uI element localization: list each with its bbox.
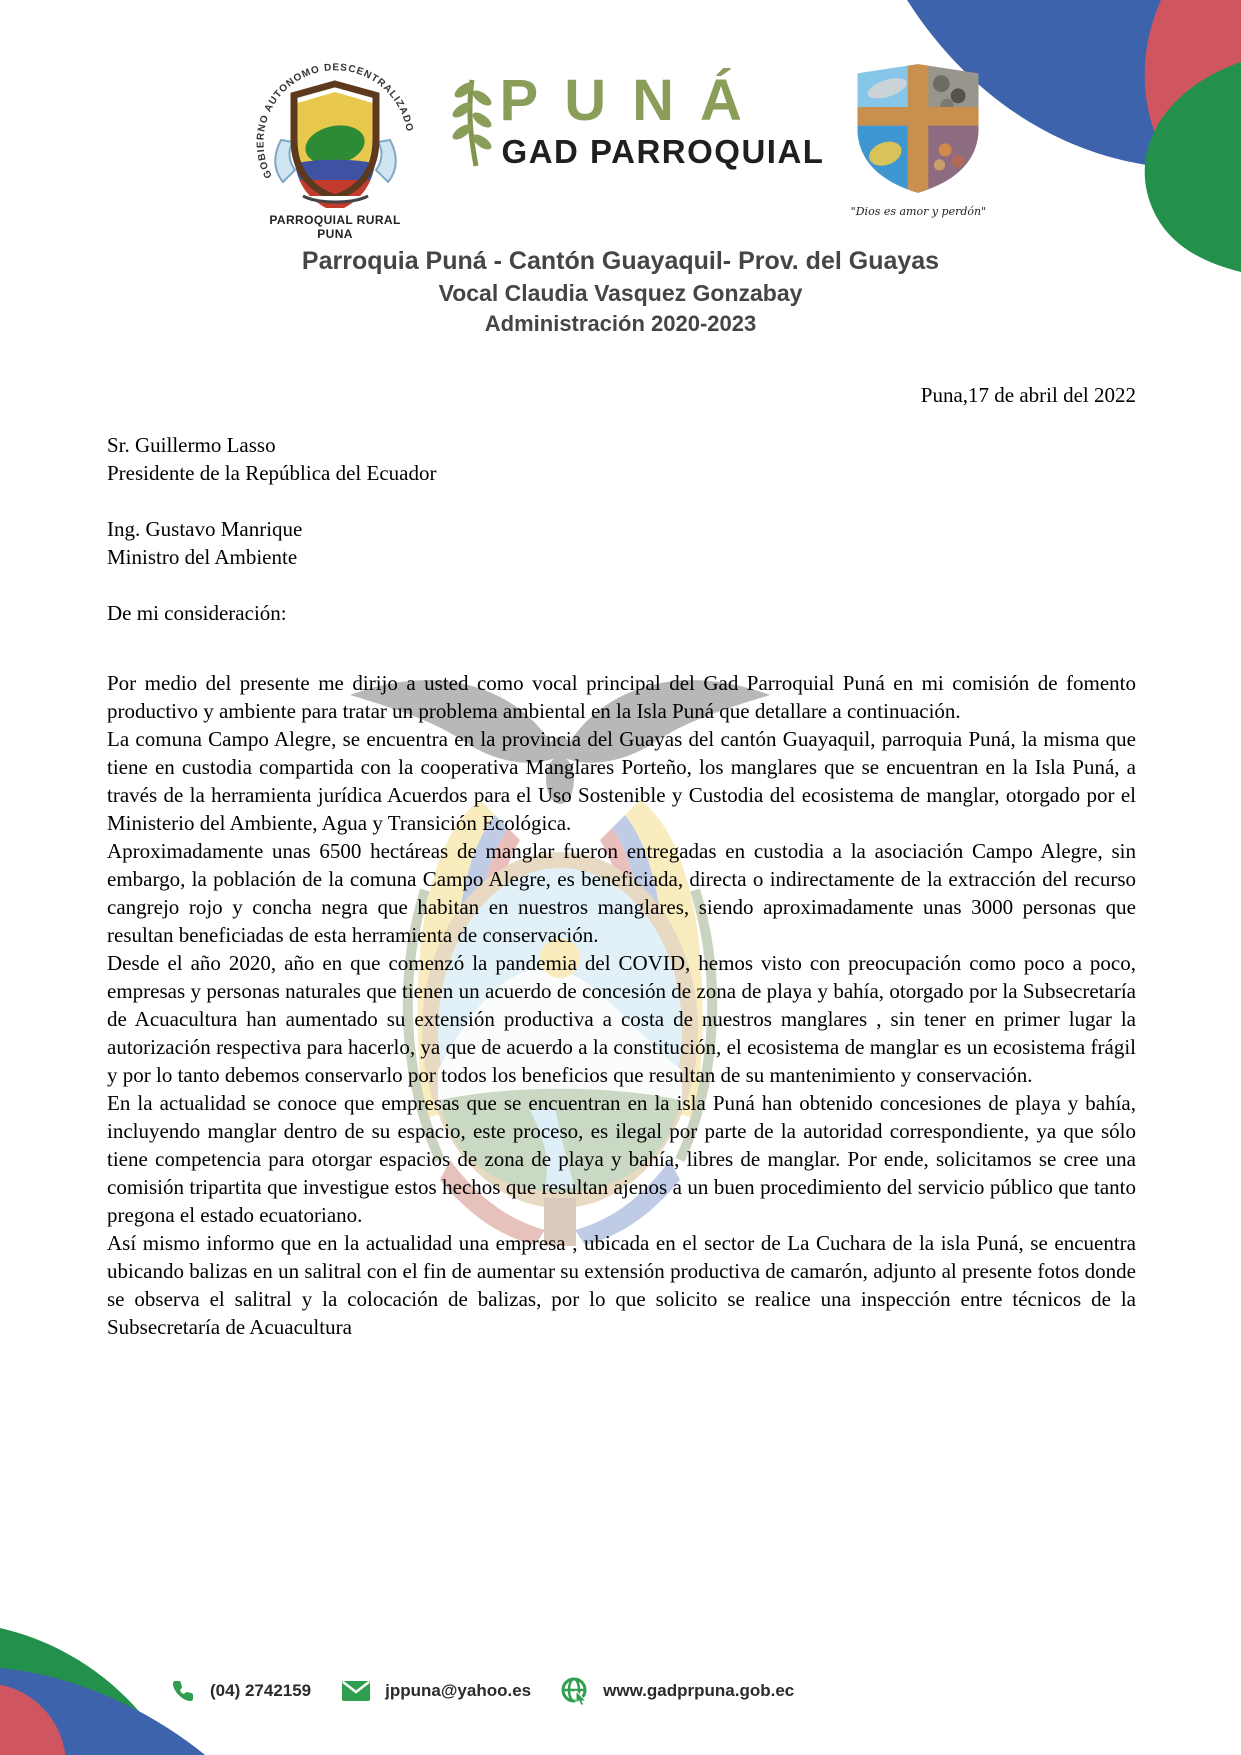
logo-subtitle: GAD PARROQUIAL [501, 133, 825, 170]
header-official-line: Vocal Claudia Vasquez Gonzabay [438, 280, 803, 306]
email-icon [341, 1680, 371, 1702]
right-crest [838, 58, 998, 218]
phone-icon [170, 1678, 196, 1704]
parish-shield-icon [243, 50, 428, 208]
letterhead [0, 0, 1241, 337]
left-crest [243, 50, 428, 241]
recipient-name: Sr. Guillermo Lasso [107, 433, 276, 457]
paragraph-2: La comuna Campo Alegre, se encuentra en la provincia del Guayas del cantón Guayaquil, parroquia Puná, la misma que tiene en custodia compartida con la cooperativa Manglares Porteño, los manglares que se encuentran en la Isla Puná, a través de la herramienta jurídica Acuerdos para el Uso Sostenible y Custodia del ecosistema de manglar, otorgado por el Ministerio del Ambiente, Agua y Transición Ecológica. [107, 727, 1136, 835]
corner-decoration-bottom-left [0, 1520, 430, 1755]
footer-website-text: www.gadprpuna.gob.ec [603, 1681, 795, 1700]
header-administration-line: Administración 2020-2023 [484, 311, 757, 336]
paragraph-4: Desde el año 2020, año en que comenzó la pandemia del COVID, hemos visto con preocupación como poco a poco, empresas y personas naturales que tienen un acuerdo de concesión de zona de playa y bahía, otorgado por la Subsecretaría de Acuacultura han aumentado su extensión productiva a costa de nuestros manglares , sin tener en primer lugar la autorización respectiva para hacerlo, ya que de acuerdo a la constitución, el ecosistema de manglar es un ecosistema frágil y por lo tanto debemos conservarlo por todos los beneficios que resultan de su mantenimiento y conservación. [107, 951, 1136, 1087]
logos-row [0, 50, 1241, 241]
recipient-name: Ing. Gustavo Manrique [107, 517, 303, 541]
paragraph-5: En la actualidad se conoce que empresas que se encuentran en la isla Puná han obtenido concesiones de playa y bahía, incluyendo manglar dentro de su espacio, este proceso, es ilegal por parte de la autoridad correspondiente, ya que sólo tiene competencia para otorgar espacios de zona de playa y bahía, libres de manglar. Por ende, solicitamos se cree una comisión tripartita que investigue estos hechos que resultan ajenos a un buen procedimiento del servicio público que tanto pregona el estado ecuatoriano. [107, 1091, 1136, 1227]
footer-email-text: jppuna@yahoo.es [385, 1681, 532, 1700]
website-globe-icon [561, 1677, 589, 1705]
crest-motto: "Dios es amor y perdón" [850, 205, 987, 218]
paragraph-1: Por medio del presente me dirijo a usted como vocal principal del Gad Parroquial Puná en mi comisión de fomento productivo y ambiente para tratar un problema ambiental en la Isla Puná que detallare a continuación. [107, 671, 1136, 723]
salutation: De mi consideración: [107, 601, 287, 625]
logo-text [494, 68, 825, 172]
date-line: Puna,17 de abril del 2022 [920, 383, 1136, 407]
caption-line-1: PARROQUIAL RURAL [269, 213, 401, 227]
paragraph-3: Aproximadamente unas 6500 hectáreas de manglar fueron entregadas en custodia a la asociación Campo Alegre, sin embargo, la población de la comuna Campo Alegre, es beneficiada, directa o indirectamente de la extracción del recurso cangrejo rojo y concha negra que habitan en nuestros manglares, siendo aproximadamente unas 3000 personas que resultan beneficiadas de esta herramienta de conservación. [107, 839, 1136, 947]
logo-title: PUNÁ [499, 68, 768, 133]
puna-logo [442, 68, 825, 172]
cross-shield-icon [848, 58, 988, 198]
footer-website [561, 1677, 794, 1705]
recipient-title: Presidente de la República del Ecuador [107, 461, 437, 485]
footer-email [341, 1680, 531, 1702]
recipient-title: Ministro del Ambiente [107, 545, 298, 569]
footer-phone-text: (04) 2742159 [210, 1681, 312, 1700]
header-location-line: Parroquia Puná - Cantón Guayaquil- Prov. del Guayas [301, 247, 940, 275]
arc-text: GOBIERNO AUTONOMO DESCENTRALIZADO [254, 62, 415, 180]
footer-contact-bar [170, 1677, 794, 1705]
paragraph-6: Así mismo informo que en la actualidad una empresa , ubicada en el sector de La Cuchara de la isla Puná, se encuentra ubicando balizas en un salitral con el fin de aumentar su extensión productiva de camarón, adjunto al presente fotos donde se observa el salitral y la colocación de balizas, por lo que solicito se realice una inspección entre técnicos de la Subsecretaría de Acuacultura [107, 1231, 1136, 1339]
letter-body [107, 381, 1136, 1341]
wheat-icon [442, 74, 494, 170]
recipient-minister [107, 515, 1136, 571]
caption-line-2: PUNA [317, 227, 353, 241]
recipient-president [107, 431, 1136, 487]
left-crest-caption [243, 213, 428, 241]
footer-phone [170, 1678, 311, 1704]
